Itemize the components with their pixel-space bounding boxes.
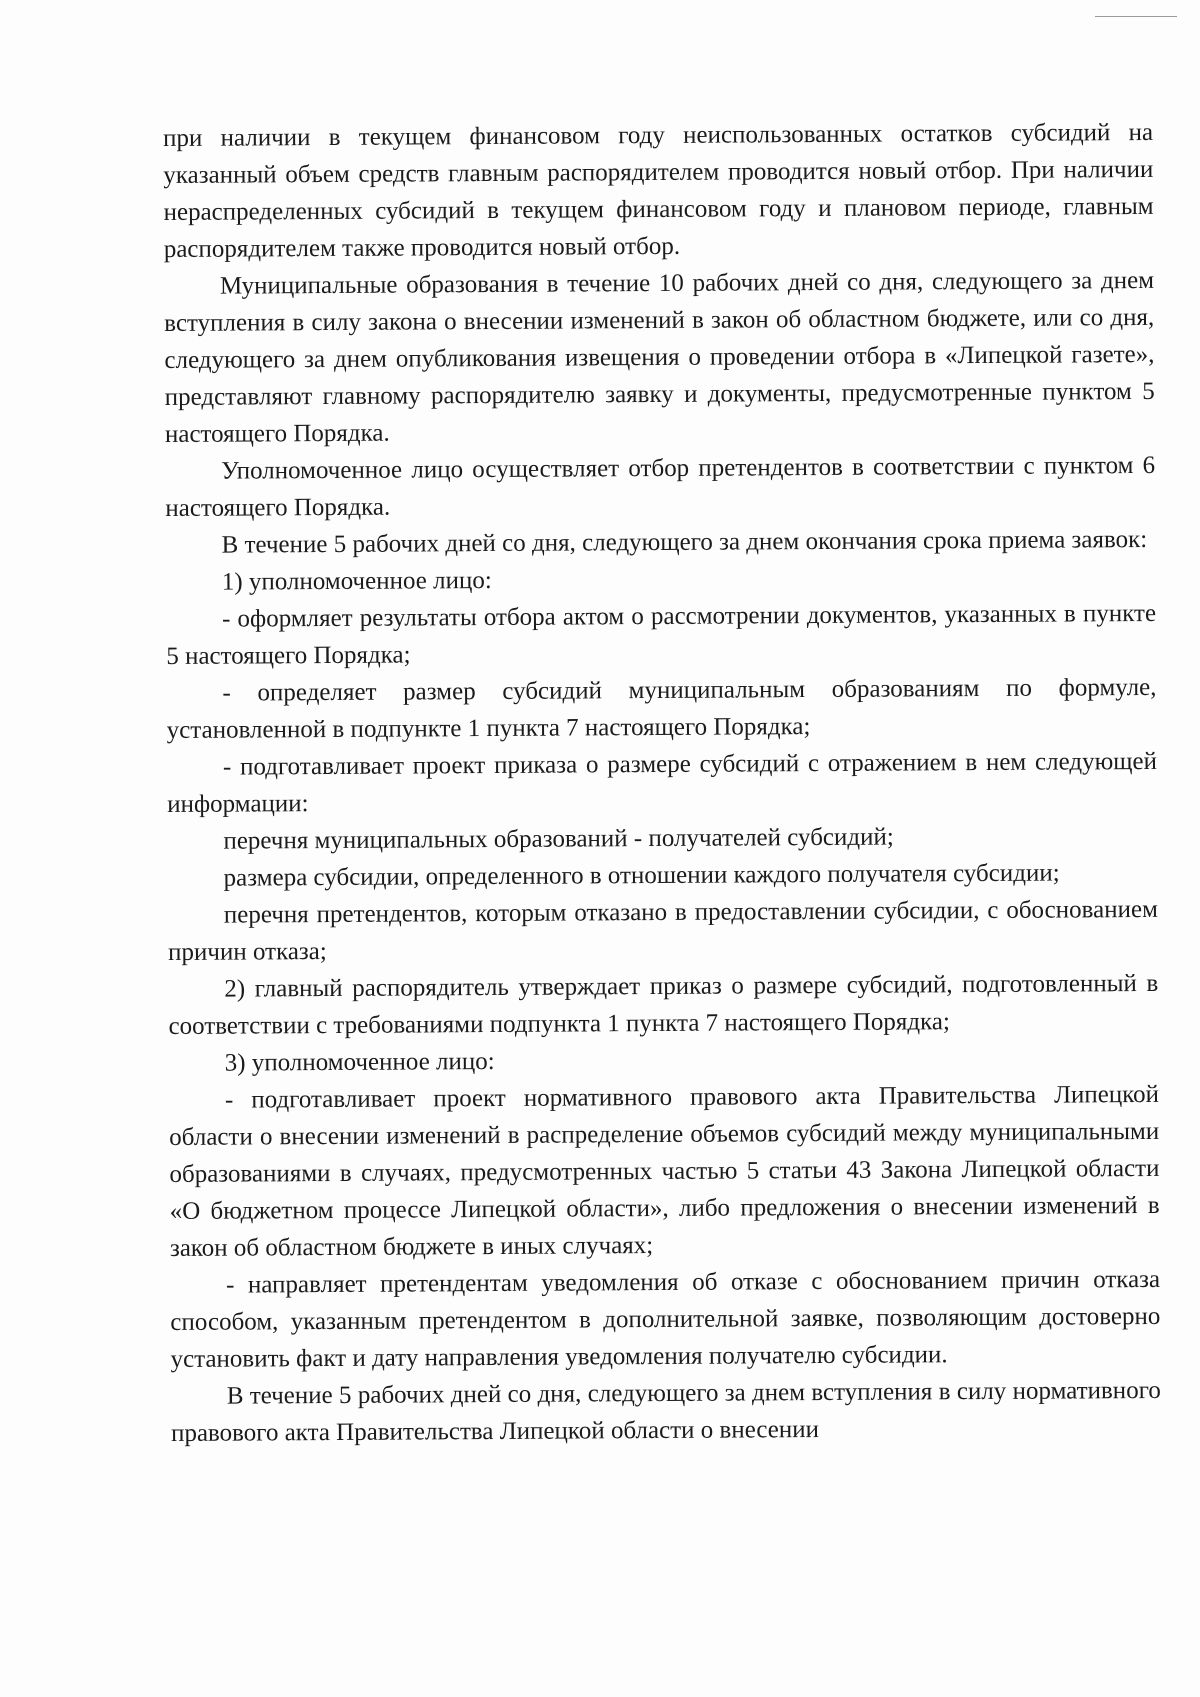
list-item: 3) уполномоченное лицо:	[224, 1047, 495, 1077]
corner-rule	[1095, 16, 1177, 17]
list-item: - подготавливает проект нормативного правового акта Правительства Липецкой области о внесении изменений в распределение объемов субсидий между муниципальными образованиями в случаях, предусмотренных частью 5 статьи 43 Закона Липецкой области «О бюджетном процессе Липецкой области», либо предложения о внесении изменений в закон об областном бюджете в иных случаях;	[169, 1080, 1160, 1262]
paragraph: Муниципальные образования в течение 10 рабочих дней со дня, следующего за днем вступления в силу закона о внесении изменений в закон об областном бюджете, или со дня, следующего за днем опубликования извещения о проведении отбора в «Липецкой газете», представляют главному распорядителю заявку и документы, предусмотренные пунктом 5 настоящего Порядка.	[164, 266, 1155, 448]
list-item: 1) уполномоченное лицо:	[221, 567, 492, 596]
paragraph: при наличии в текущем финансовом году неиспользованных остатков субсидий на указанный объем средств главным распорядителем проводится новый отбор. При наличии нераспределенных субсидий в текущем финансовом году и плановом периоде, главным распорядителем также проводится новый отбор.	[163, 118, 1154, 263]
list-item: перечня претендентов, которым отказано в предоставлении субсидии, с обоснованием причин отказа;	[168, 895, 1158, 966]
list-item: 2) главный распорядитель утверждает приказ о размере субсидий, подготовленный в соответствии с требованиями подпункта 1 пункта 7 настоящего Порядка;	[168, 969, 1159, 1040]
list-item: - определяет размер субсидий муниципальным образованиям по формуле, установленной в подпункте 1 пункта 7 настоящего Порядка;	[166, 673, 1157, 744]
list-item: перечня муниципальных образований - получателей субсидий;	[223, 823, 894, 855]
list-item: размера субсидии, определенного в отношении каждого получателя субсидии;	[223, 859, 1060, 892]
list-item: - направляет претендентам уведомления об отказе с обоснованием причин отказа способом, указанным претендентом в дополнительной заявке, позволяющим достоверно установить факт и дату направления уведомления получателю субсидии.	[170, 1265, 1161, 1373]
paragraph: Уполномоченное лицо осуществляет отбор претендентов в соответствии с пунктом 6 настоящего Порядка.	[165, 451, 1156, 522]
paragraph: В течение 5 рабочих дней со дня, следующего за днем окончания срока приема заявок:	[221, 525, 1148, 559]
list-item: - подготавливает проект приказа о размере субсидий с отражением в нем следующей информации:	[167, 747, 1158, 818]
paragraph: В течение 5 рабочих дней со дня, следующего за днем вступления в силу нормативного правового акта Правительства Липецкой области о внесении	[170, 1376, 1161, 1447]
document-body	[163, 114, 1161, 1452]
list-item: - оформляет результаты отбора актом о рассмотрении документов, указанных в пункте 5 настоящего Порядка;	[166, 599, 1157, 670]
